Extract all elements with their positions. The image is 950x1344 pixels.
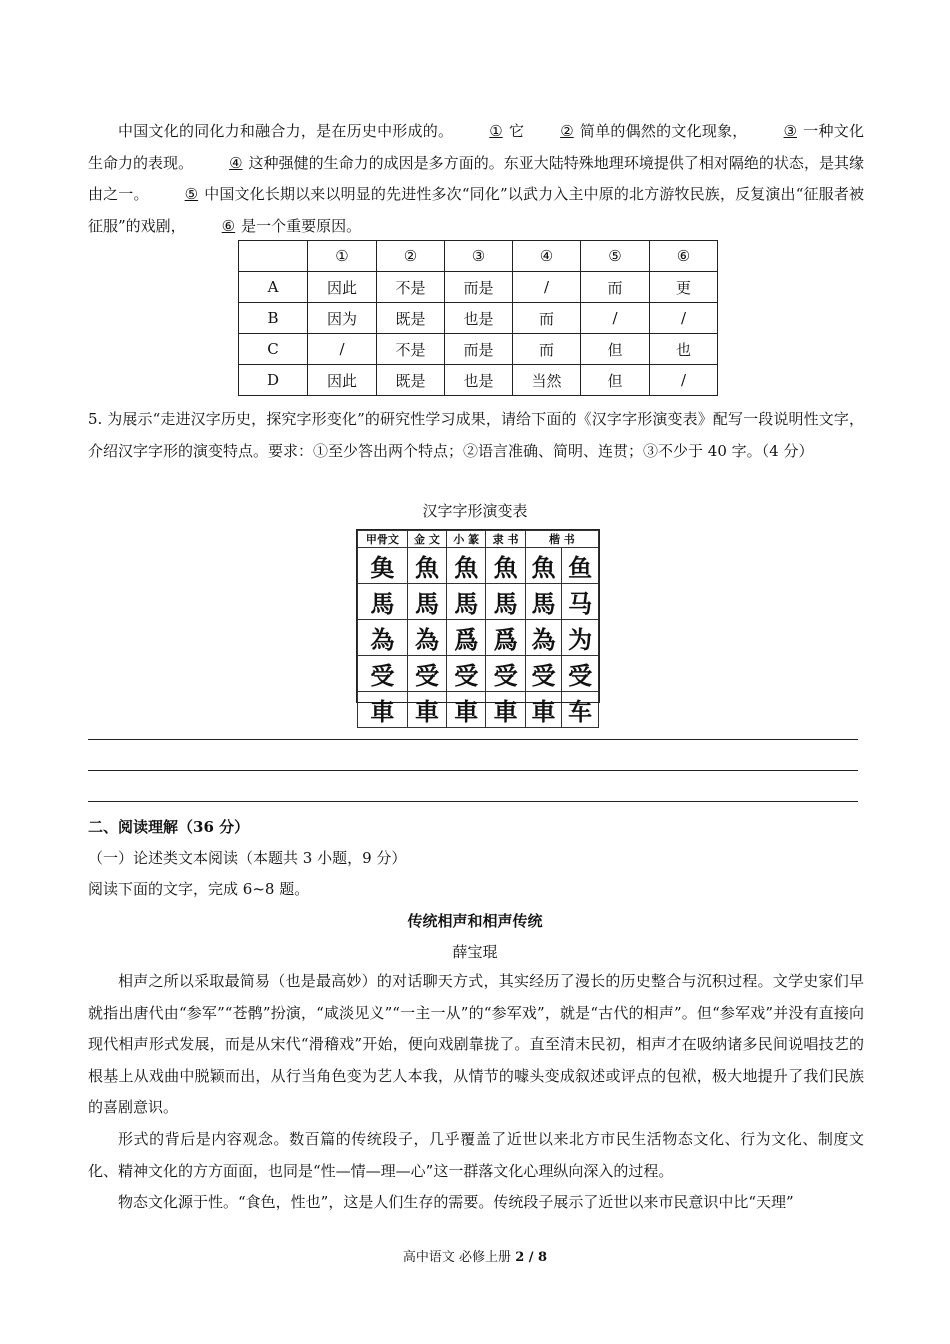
glyph: 受 — [407, 656, 446, 692]
options-header-cell: ⑤ — [581, 241, 650, 272]
glyph: 魚 — [486, 548, 525, 584]
option-cell: 而是 — [445, 334, 513, 365]
glyph: 鱼 — [562, 548, 599, 584]
evo-header-cell: 楷 书 — [525, 531, 598, 548]
glyph: 马 — [562, 584, 599, 620]
glyph: 車 — [358, 692, 408, 728]
option-cell: 不是 — [377, 334, 445, 365]
option-cell: 但 — [581, 334, 650, 365]
blank-1: ① — [489, 122, 503, 140]
glyph: 為 — [358, 620, 408, 656]
glyph: 車 — [447, 692, 486, 728]
options-header-cell: ⑥ — [650, 241, 718, 272]
option-cell: 也 — [650, 334, 718, 365]
option-label: D — [239, 365, 308, 396]
glyph: 馬 — [486, 584, 525, 620]
glyph: 馬 — [358, 584, 408, 620]
glyph: 為 — [525, 620, 562, 656]
option-cell: 而 — [581, 272, 650, 303]
glyph: 车 — [562, 692, 599, 728]
glyph: 車 — [407, 692, 446, 728]
option-label: A — [239, 272, 308, 303]
option-cell: / — [650, 365, 718, 396]
glyph: 爲 — [447, 620, 486, 656]
option-cell: 因此 — [308, 272, 377, 303]
evo-header-cell: 甲骨文 — [358, 531, 408, 548]
option-cell: 不是 — [377, 272, 445, 303]
glyph: 車 — [486, 692, 525, 728]
q4-text: 中国文化的同化力和融合力，是在历史中形成的。 — [118, 122, 454, 140]
glyph: 受 — [486, 656, 525, 692]
option-cell: 但 — [581, 365, 650, 396]
options-header-row — [239, 241, 718, 272]
blank-3: ③ — [783, 122, 797, 140]
article-paragraph: 相声之所以采取最简易（也是最高妙）的对话聊天方式，其实经历了漫长的历史整合与沉积过程。文学史家们早就指出唐代由“参军”“苍鹘”扮演，“咸淡见义”“一主一从”的“参军戏”，就是“古代的相声”。但“参军戏”并没有直接向现代相声形式发展，而是从宋代“滑稽戏”开始，便向戏剧靠拢了。直至清末民初，相声才在吸纳诸多民间说唱技艺的根基上从戏曲中脱颖而出，从行当角色变为艺人本我，从情节的噱头变成叙述或评点的包袱，极大地提升了我们民族的喜剧意识。 — [88, 972, 864, 1116]
q4-text: 是一个重要原因。 — [241, 216, 362, 235]
evo-row-fish — [358, 548, 599, 584]
evo-row-wei — [358, 620, 599, 656]
section-heading: 二、阅读理解（36 分） — [88, 818, 250, 836]
glyph: 魚 — [407, 548, 446, 584]
blank-5: ⑤ — [184, 185, 199, 203]
q4-text: 简单的偶然的文化现象， — [579, 122, 748, 140]
option-cell: 也是 — [445, 303, 513, 334]
footer-course: 高中语文 必修上册 — [402, 1250, 512, 1265]
glyph: 爲 — [486, 620, 525, 656]
option-label: C — [239, 334, 308, 365]
glyph: 受 — [358, 656, 408, 692]
page-footer — [0, 1246, 950, 1265]
option-cell: / — [513, 272, 581, 303]
glyph: 为 — [562, 620, 599, 656]
options-row-c — [239, 334, 718, 365]
evo-row-horse — [358, 584, 599, 620]
subsection-heading: （一）论述类文本阅读（本题共 3 小题，9 分） — [88, 849, 407, 867]
evo-header-cell: 金 文 — [407, 531, 446, 548]
options-header-cell: ③ — [445, 241, 513, 272]
option-cell: 而 — [513, 303, 581, 334]
option-cell: / — [650, 303, 718, 334]
q4-passage — [88, 116, 864, 242]
glyph: 受 — [447, 656, 486, 692]
option-cell: 既是 — [377, 303, 445, 334]
options-row-b — [239, 303, 718, 334]
character-evolution-table — [356, 529, 600, 726]
glyph: 魚 — [525, 548, 562, 584]
answer-line[interactable] — [88, 801, 858, 802]
option-cell: 而是 — [445, 272, 513, 303]
glyph: 馬 — [447, 584, 486, 620]
evo-row-che — [358, 692, 599, 728]
blank-6: ⑥ — [221, 216, 236, 235]
option-cell: 既是 — [377, 365, 445, 396]
option-cell: 更 — [650, 272, 718, 303]
evolution-table-caption: 汉字字形演变表 — [422, 502, 528, 520]
options-header-cell — [239, 241, 308, 272]
option-cell: / — [581, 303, 650, 334]
options-row-d — [239, 365, 718, 396]
article-paragraph: 形式的背后是内容观念。数百篇的传统段子，几乎覆盖了近世以来北方市民生活物态文化、行为文化、制度文化、精神文化的方方面面，也同是“性—情—理—心”这一群落文化心理纵向深入的过程。 — [88, 1130, 864, 1180]
glyph: 馬 — [525, 584, 562, 620]
glyph: 𩵋 — [358, 548, 408, 584]
article-author: 薛宝琨 — [452, 943, 498, 961]
options-header-cell: ② — [377, 241, 445, 272]
page-number: 2 / 8 — [515, 1250, 548, 1265]
answer-line[interactable] — [88, 770, 858, 771]
article-paragraph: 物态文化源于性。“食色，性也”，这是人们生存的需要。传统段子展示了近世以来市民意识中比“天理” — [118, 1193, 794, 1211]
evo-row-shou — [358, 656, 599, 692]
evo-header-cell: 小 篆 — [447, 531, 486, 548]
instruction: 阅读下面的文字，完成 6~8 题。 — [88, 880, 310, 898]
article-title: 传统相声和相声传统 — [407, 912, 543, 930]
option-cell: / — [308, 334, 377, 365]
q4-text: 这种强健的生命力的成因是多方面的。东亚大陆特殊地理环境提供了相对隔绝的状态，是其缘由之一。 — [88, 153, 864, 203]
option-cell: 而 — [513, 334, 581, 365]
options-header-cell: ① — [308, 241, 377, 272]
option-cell: 也是 — [445, 365, 513, 396]
options-header-cell: ④ — [513, 241, 581, 272]
glyph: 為 — [407, 620, 446, 656]
q5-prompt: 5. 为展示“走进汉字历史，探究字形变化”的研究性学习成果，请给下面的《汉字字形演变表》配写一段说明性文字，介绍汉字字形的演变特点。要求：①至少答出两个特点；②语言准确、简明、连贯；③不少于 40 字。（4 分） — [88, 410, 864, 460]
evo-header-row — [358, 531, 599, 548]
blank-4: ④ — [229, 153, 243, 172]
glyph: 魚 — [447, 548, 486, 584]
evo-header-cell: 隶 书 — [486, 531, 525, 548]
glyph: 受 — [562, 656, 599, 692]
q4-text: 它 — [508, 122, 525, 140]
glyph: 受 — [525, 656, 562, 692]
option-label: B — [239, 303, 308, 334]
q4-text: 中国文化长期以来以明显的先进性多次“同化”以武力入主中原的北方游牧民族，反复演出“征服者被征服”的戏剧， — [88, 185, 864, 235]
options-table — [238, 240, 718, 396]
option-cell: 因此 — [308, 365, 377, 396]
option-cell: 当然 — [513, 365, 581, 396]
options-row-a — [239, 272, 718, 303]
glyph: 車 — [525, 692, 562, 728]
q4-text: 一种文化生命力的表现。 — [88, 122, 864, 172]
answer-line[interactable] — [88, 739, 858, 740]
option-cell: 因为 — [308, 303, 377, 334]
blank-2: ② — [560, 122, 574, 140]
glyph: 馬 — [407, 584, 446, 620]
